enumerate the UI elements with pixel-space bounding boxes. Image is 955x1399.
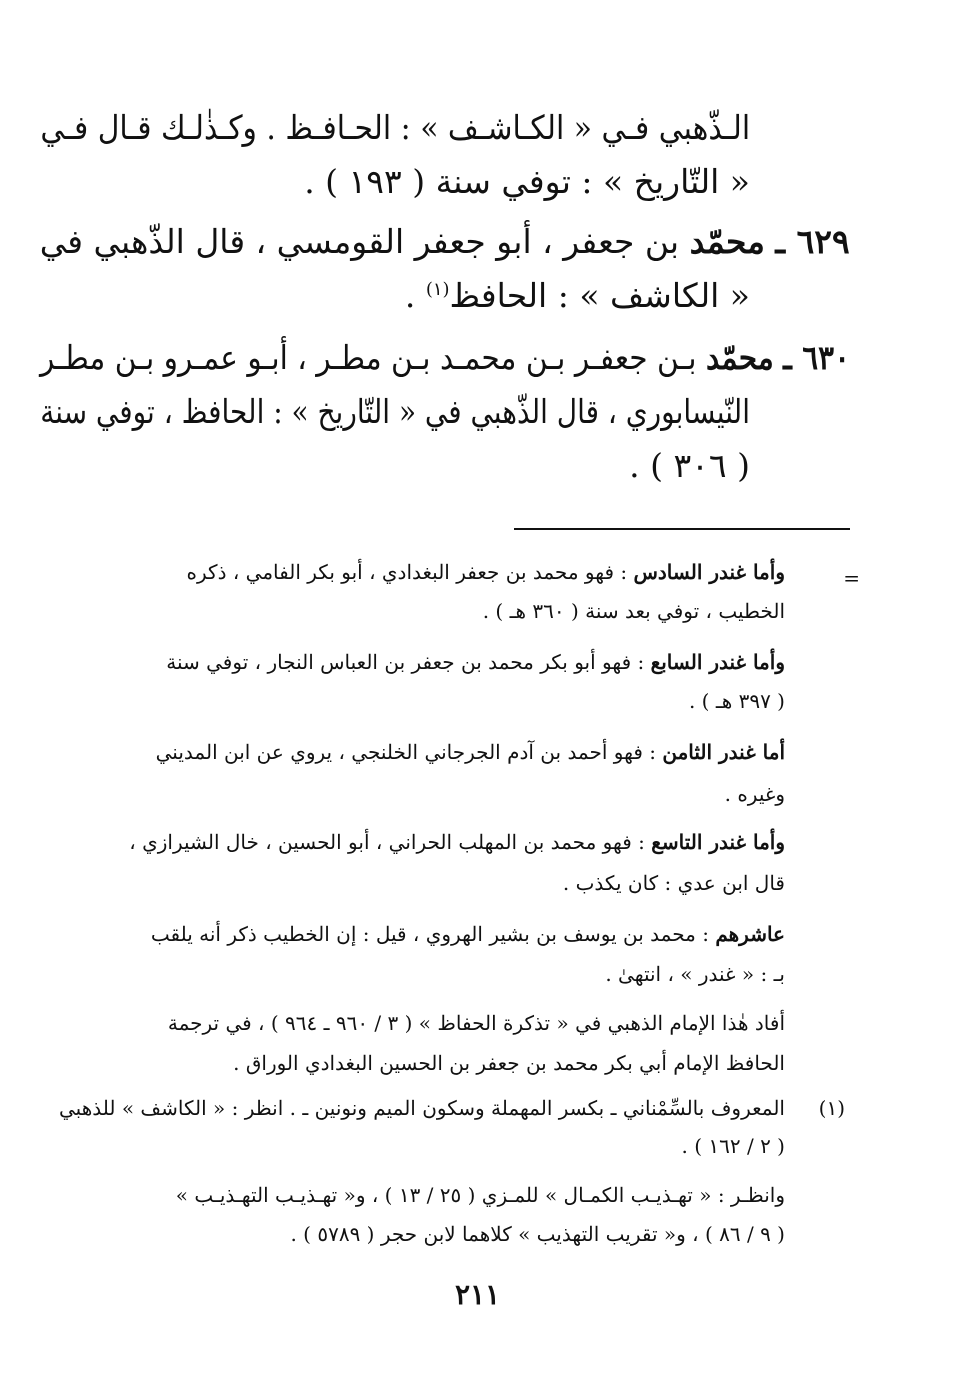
footnote-1-line-2: ( ٢ / ١٦٢ ) . [681, 1134, 785, 1158]
footnote-para-3-line-1: أما غندر الثامن : فهو أحمد بن آدم الجرجاني الخلنجي ، يروي عن ابن المديني [155, 740, 785, 764]
footnote-para-1-line-2: الخطيب ، توفي بعد سنة ( ٣٦٠ هـ ) . [482, 599, 785, 623]
footnote-para-6-line-2: الحافظ الإمام أبي بكر محمد بن جعفر بن الحسين البغدادي الوراق . [233, 1051, 785, 1075]
entry-629-name: محمّد [689, 222, 766, 261]
footnote-1-line-1: المعروف بالسِّمْناني ـ بكسر المهملة وسكون الميم ونونين ـ . انظر : « الكاشف » للذهبي [59, 1096, 785, 1120]
entry-630-number: ٦٣٠ ـ [783, 338, 850, 377]
footnote-para-3-line-2: وغيره . [724, 782, 785, 806]
footnote-para-4-line-2: قال ابن عدي : كان يكذب . [562, 871, 785, 895]
footnote-para-5-line-2: بـ : « غندر » ، انتهىٰ . [605, 962, 785, 986]
entry-continuation-line-2: « التّاريخ » : توفي سنة ( ١٩٣ ) . [304, 162, 750, 201]
footnote-para-6-line-1: أفاد هٰذا الإمام الذهبي في « تذكرة الحفاظ » ( ٣ / ٩٦٠ ـ ٩٦٤ ) ، في ترجمة [167, 1011, 785, 1035]
footnote-1-line-4: ( ٩ / ٨٦ ) ، و« تقريب التهذيب » كلاهما لابن حجر ( ٥٧٨٩ ) . [290, 1222, 785, 1246]
footnote-ref-1: (١) [425, 279, 450, 300]
entry-629-line-2: « الكاشف » : الحافظ$^{(١)}$ . [404, 276, 750, 315]
entry-630-line-1 [40, 338, 850, 377]
footnote-para-1-line-1: وأما غندر السادس : فهو محمد بن جعفر البغدادي ، أبو بكر الفامي ، ذكره [186, 560, 785, 584]
entry-629-line-1 [40, 222, 850, 261]
footnote-para-2-line-1: وأما غندر السابع : فهو أبو بكر محمد بن جعفر بن العباس النجار ، توفي سنة [166, 650, 785, 674]
continuation-marker: = [843, 566, 860, 590]
footnote-para-4-line-1: وأما غندر التاسع : فهو محمد بن المهلب الحراني ، أبو الحسين ، خال الشيرازي ، [129, 830, 785, 854]
page-number: ٢١١ [454, 1278, 501, 1311]
entry-629-number: ٦٢٩ ـ [775, 222, 850, 261]
entry-630-line-2: النّيسابوري ، قال الذّهبي في « التّاريخ » : الحافظ ، توفي سنة [40, 392, 750, 431]
entry-630-text: بـن جعفـر بـن محمـد بـن مطـر ، أبـو عمـرو بـن مطـر [39, 338, 697, 377]
footnote-1-number: (١) [818, 1096, 845, 1120]
entry-630-name: محمّد [705, 338, 774, 377]
footnote-para-5-line-1: عاشرهم : محمد بن يوسف بن بشير الهروي ، قيل : إن الخطيب ذكر أنه يلقب [150, 922, 785, 946]
footnote-separator [514, 528, 850, 530]
footnote-1-line-3: وانظـر : « تهـذيـب الكمـال » للمـزي ( ٢٥ / ١٣ ) ، و« تهـذيـب التهـذيـب » [175, 1183, 785, 1207]
footnote-para-2-line-2: ( ٣٩٧ هـ ) . [688, 689, 785, 713]
entry-continuation-line-1: الـذّهبي فـي « الكـاشـف » : الحـافـظ . وكـذٰلـك قـال فـي [40, 108, 750, 147]
entry-629-text: بن جعفر ، أبو جعفر القومسي ، قال الذّهبي في [40, 222, 680, 261]
entry-630-line-3: ( ٣٠٦ ) . [629, 446, 750, 485]
